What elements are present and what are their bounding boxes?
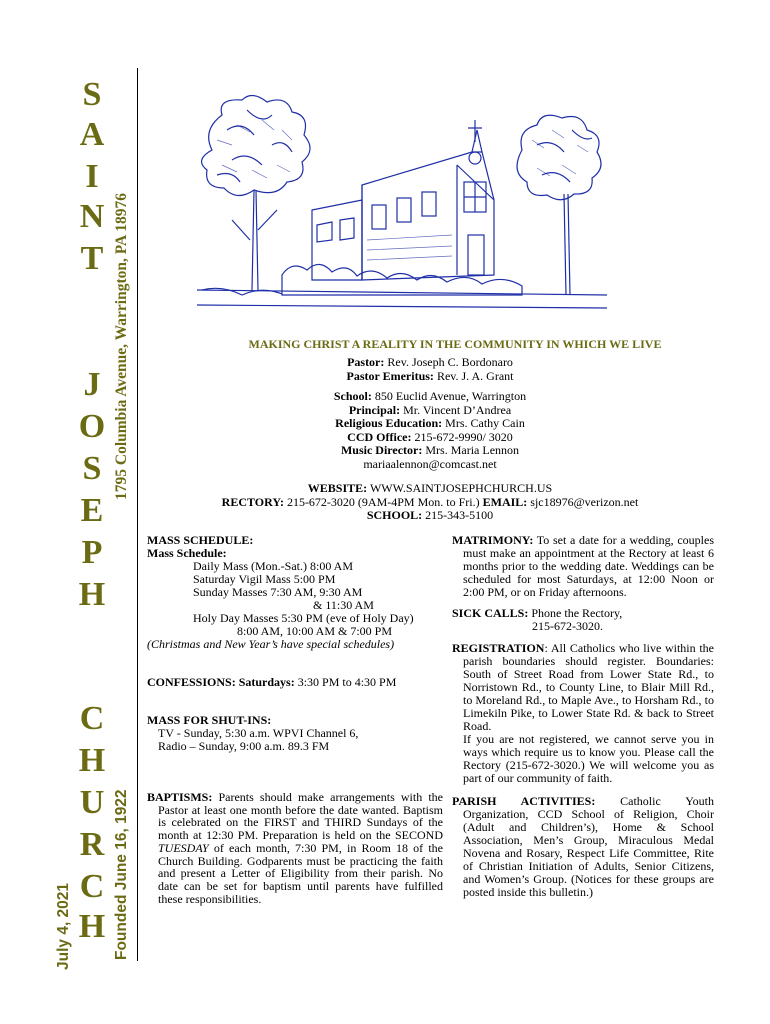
baptisms-text-italic: TUESDAY [158, 840, 209, 855]
mass-sunday: Sunday Masses 7:30 AM, 9:30 AM [193, 585, 363, 599]
title-letter: H [78, 908, 106, 945]
matrimony-label: MATRIMONY: [452, 533, 534, 547]
title-letter: E [80, 492, 104, 529]
mass-holy: Holy Day Masses 5:30 PM (eve of Holy Day) [193, 611, 414, 625]
pastor-emeritus-line [140, 370, 720, 384]
principal-label: Principal: [348, 402, 401, 417]
address-vertical: 1795 Columbia Avenue, Warrington, PA 18976 [113, 192, 130, 500]
matrimony-section [452, 534, 714, 599]
music-email[interactable]: mariaalennon@comcast.net [363, 456, 497, 471]
music-value: Mrs. Maria Lennon [422, 443, 520, 457]
rectory-label: RECTORY: [221, 494, 284, 509]
contact-block [140, 482, 720, 523]
mass-holy-2: 8:00 AM, 10:00 AM & 7:00 PM [237, 624, 393, 638]
baptisms-label: BAPTISMS: [147, 790, 213, 804]
sick-label: SICK CALLS: [452, 606, 529, 620]
mass-sunday-2: & 11:30 AM [313, 598, 374, 612]
baptisms-text-b: of each month, 7:30 PM, in Room 18 of the Church Building. Godparents must be practicing the faith and present a Letter of Eligibility from their parish. No date can be set for baptism until parents have fulfilled these responsibilities. [158, 840, 443, 906]
registration-text: : All Catholics who live within the parish boundaries should register. Boundaries: South of Street Road from Lower State Rd., to Norristown Rd., to County Line, to Blair Mill Rd., to Moreland Rd., to Maple Ave., to Horsham Rd., to Limekiln Pike, to Lower State Rd. & back to Street Road. [463, 641, 714, 733]
left-column [147, 534, 443, 905]
baptisms-text-a: Parents should make arrangements with the Pastor at least one month before the date wanted. Baptism is celebrated on the FIRST and THIRD Sundays of the month at 12:30 PM. Preparation is held on the SECOND [158, 790, 443, 843]
title-letter: U [79, 784, 105, 821]
title-letter: S [82, 450, 102, 487]
website-line[interactable] [140, 482, 720, 496]
email-label: EMAIL: [482, 494, 528, 509]
baptisms-section [147, 791, 443, 905]
registration-label: REGISTRATION [452, 641, 545, 655]
confessions-value: 3:30 PM to 4:30 PM [294, 675, 397, 689]
date-vertical: July 4, 2021 [55, 882, 72, 970]
activities-label: PARISH ACTIVITIES: [452, 794, 596, 808]
right-column [452, 534, 714, 899]
pastor-label: Pastor: [347, 355, 385, 369]
shutins-tv: TV - Sunday, 5:30 a.m. WPVI Channel 6, [158, 726, 359, 740]
title-letter: C [79, 868, 105, 905]
ccd-label: CCD Office: [347, 429, 412, 444]
principal-value: Mr. Vincent D’Andrea [400, 402, 512, 417]
sick-text: Phone the Rectory, [528, 606, 623, 620]
title-letter: R [79, 826, 105, 863]
pastor-line [140, 356, 720, 370]
title-letter: H [78, 742, 106, 779]
mass-daily: Daily Mass (Mon.-Sat.) 8:00 AM [193, 559, 353, 573]
pastor-emeritus-value: Rev. J. A. Grant [433, 368, 514, 383]
rectory-line [140, 496, 720, 510]
religious-ed-line [140, 417, 720, 431]
sidebar [0, 0, 140, 1024]
school-phone-line [140, 509, 720, 523]
title-letter: H [78, 576, 106, 613]
mass-note: (Christmas and New Year’s have special schedules) [147, 637, 395, 651]
school-line [140, 390, 720, 404]
title-letter: I [85, 158, 99, 195]
rectory-value: 215-672-3020 (9AM-4PM Mon. to Fri.) [283, 494, 483, 509]
title-letter: C [79, 700, 105, 737]
mass-vigil: Saturday Vigil Mass 5:00 PM [193, 572, 336, 586]
music-label: Music Director: [340, 443, 423, 457]
pastor-value: Rev. Joseph C. Bordonaro [384, 355, 513, 369]
founded-vertical: Founded June 16, 1922 [113, 789, 130, 960]
religious-ed-value: Mrs. Cathy Cain [442, 416, 525, 430]
shutins-heading: MASS FOR SHUT-INS: [147, 713, 272, 727]
title-letter: N [79, 198, 105, 235]
religious-ed-label: Religious Education: [335, 416, 443, 430]
title-letter: O [78, 408, 106, 445]
school-block [140, 390, 720, 471]
email-value[interactable]: sjc18976@verizon.net [527, 494, 639, 509]
school-phone-label: SCHOOL: [366, 508, 423, 522]
mass-subheading: Mass Schedule: [147, 546, 227, 560]
title-letter: P [81, 534, 103, 571]
website-value[interactable]: WWW.SAINTJOSEPHCHURCH.US [367, 481, 553, 495]
title-letter: A [79, 116, 105, 153]
school-value: 850 Euclid Avenue, Warrington [371, 389, 527, 403]
principal-line [140, 404, 720, 418]
title-letter: J [83, 366, 101, 403]
mass-heading: MASS SCHEDULE: [147, 533, 254, 547]
confessions-label: CONFESSIONS: Saturdays: [147, 675, 295, 689]
activities-section [452, 795, 714, 899]
shutins-radio: Radio – Sunday, 9:00 a.m. 89.3 FM [158, 739, 330, 753]
church-illustration [192, 90, 610, 312]
pastor-emeritus-label: Pastor Emeritus: [346, 368, 434, 383]
registration-text-2: If you are not registered, we cannot serve you in ways which require us to know you. Please call the Rectory (215-672-3020.) We will welcome you as part of our community of faith. [463, 732, 714, 785]
motto: MAKING CHRIST A REALITY IN THE COMMUNITY IN WHICH WE LIVE [248, 337, 662, 351]
ccd-line [140, 431, 720, 445]
staff-block [140, 356, 720, 383]
matrimony-text: To set a date for a wedding, couples must make an appointment at the Rectory at least 6 months prior to the wedding date. Weddings can be scheduled for most Saturdays, at 12:00 Noon or 2:00 PM, or on Friday afternoons. [463, 533, 714, 599]
confessions-line [147, 676, 443, 689]
school-phone-value: 215-343-5100 [422, 508, 494, 522]
divider-line [137, 68, 138, 961]
activities-text: Catholic Youth Organization, CCD School of Religion, Choir (Adult and Children’s), Home & School Association, Men’s Group, Miraculous Medal Novena and Rosary, Respect Life Committee, Rite of Christian Initiation of Adults, Senior Citizens, and Women’s Group. (Notices for these groups are posted inside this bulletin.) [463, 794, 714, 899]
school-label: School: [333, 389, 372, 403]
ccd-value: 215-672-9990/ 3020 [411, 429, 513, 444]
music-line [140, 444, 720, 458]
title-letter: S [82, 76, 102, 113]
sick-phone: 215-672-3020. [532, 619, 603, 633]
website-label: WEBSITE: [307, 481, 368, 495]
title-letter: T [80, 240, 104, 277]
registration-section [452, 642, 714, 733]
